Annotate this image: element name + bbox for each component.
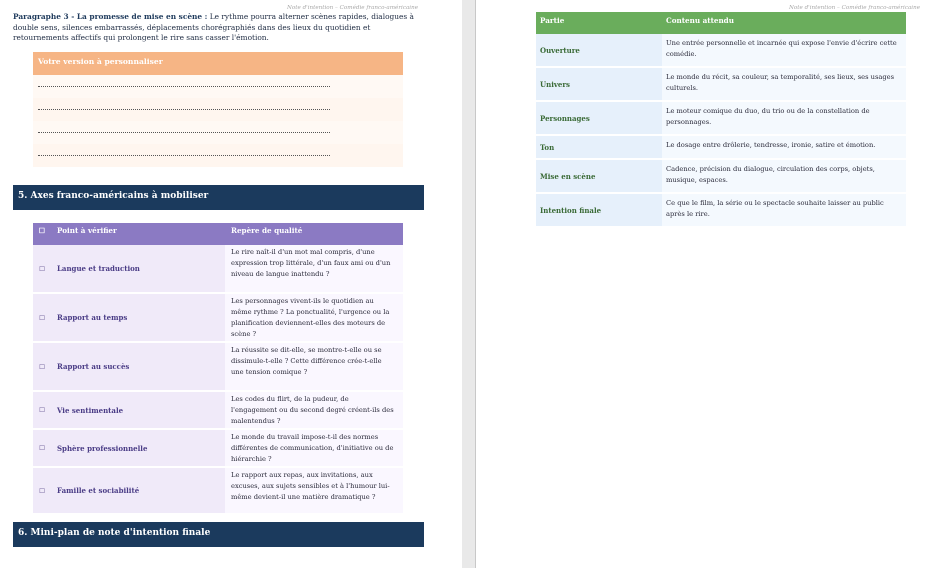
structure-table [536, 12, 906, 228]
check-repere: Le rapport aux repas, aux invitations, aux excuses, aux sujets sensibles et à l'humour lui-même devient-il une matière dramatique ? [225, 468, 403, 513]
structure-contenu: Ce que le film, la série ou le spectacle souhaite laisser au public après le rire. [662, 194, 906, 226]
structure-contenu: Le moteur comique du duo, du trio ou de la constellation de personnages. [662, 102, 906, 134]
structure-contenu: Le dosage entre drôlerie, tendresse, ironie, satire et émotion. [662, 136, 906, 158]
check-point: Rapport au temps [51, 294, 225, 341]
check-row [33, 294, 403, 343]
check-point: Vie sentimentale [51, 392, 225, 428]
check-point: Famille et sociabilité [51, 468, 225, 513]
header-point: Point à vérifier [57, 226, 117, 235]
checkbox-icon[interactable]: ☐ [33, 294, 51, 341]
section-5-heading: 5. Axes franco-américains à mobiliser [13, 185, 424, 210]
paragraph-3 [13, 12, 418, 44]
structure-contenu: Le monde du récit, sa couleur, sa temporalité, ses lieux, ses usages culturels. [662, 68, 906, 100]
version-box [33, 52, 403, 167]
structure-partie: Intention finale [536, 194, 662, 226]
checkbox-icon[interactable]: ☐ [33, 245, 51, 292]
structure-partie: Ton [536, 136, 662, 158]
running-head-left: Note d'intention – Comédie franco-américaine [287, 5, 419, 11]
structure-row [536, 68, 906, 102]
version-box-heading: Votre version à personnaliser [33, 52, 403, 75]
check-row [33, 343, 403, 392]
check-row [33, 430, 403, 468]
check-row [33, 245, 403, 294]
structure-row [536, 136, 906, 160]
writing-line[interactable] [33, 121, 403, 144]
check-repere: Les codes du flirt, de la pudeur, de l'engagement ou du second degré créent-ils des malentendus ? [225, 392, 403, 428]
check-repere: La réussite se dit-elle, se montre-t-elle ou se dissimule-t-elle ? Cette différence crée-t-elle une tension comique ? [225, 343, 403, 390]
structure-partie: Personnages [536, 102, 662, 134]
writing-line[interactable] [33, 144, 403, 167]
structure-partie: Ouverture [536, 34, 662, 66]
structure-row [536, 194, 906, 228]
structure-partie: Univers [536, 68, 662, 100]
page-left [0, 0, 462, 568]
checkbox-icon[interactable]: ☐ [33, 468, 51, 513]
check-point: Sphère professionnelle [51, 430, 225, 466]
checkbox-icon[interactable]: ☐ [33, 343, 51, 390]
header-checkbox-icon: ☐ [38, 226, 46, 235]
structure-contenu: Une entrée personnelle et incarnée qui expose l'envie d'écrire cette comédie. [662, 34, 906, 66]
checkbox-icon[interactable]: ☐ [33, 392, 51, 428]
paragraph-3-text: Le rythme pourra alterner scènes rapides, dialogues à double sens, silences embarrassés, déplacements chorégraphiés dans des lieux du quotidien et retournements affectifs qui prolongent le rire sans casser l'émotion. [13, 12, 414, 43]
writing-line[interactable] [33, 98, 403, 121]
check-repere: Le rire naît-il d'un mot mal compris, d'une expression trop littérale, d'un faux ami ou d'un niveau de langue inattendu ? [225, 245, 403, 292]
checkbox-icon[interactable]: ☐ [33, 430, 51, 466]
check-point: Langue et traduction [51, 245, 225, 292]
structure-contenu: Cadence, précision du dialogue, circulation des corps, objets, musique, espaces. [662, 160, 906, 192]
header-contenu: Contenu attendu [666, 16, 734, 25]
check-table [33, 223, 403, 515]
header-repere: Repère de qualité [231, 226, 303, 235]
structure-partie: Mise en scène [536, 160, 662, 192]
writing-line[interactable] [33, 75, 403, 98]
running-head-right: Note d'intention – Comédie franco-américaine [789, 5, 921, 11]
check-table-header [33, 223, 403, 245]
check-repere: Les personnages vivent-ils le quotidien au même rythme ? La ponctualité, l'urgence ou la planification deviennent-elles des moteurs de scène ? [225, 294, 403, 341]
check-repere: Le monde du travail impose-t-il des normes différentes de communication, d'initiative ou de hiérarchie ? [225, 430, 403, 466]
check-point: Rapport au succès [51, 343, 225, 390]
paragraph-3-title: Paragraphe 3 - La promesse de mise en scène : [13, 12, 208, 21]
structure-row [536, 34, 906, 68]
structure-row [536, 102, 906, 136]
structure-row [536, 160, 906, 194]
header-partie: Partie [540, 16, 565, 25]
section-6-heading: 6. Mini-plan de note d'intention finale [13, 522, 424, 547]
version-box-lines [33, 75, 403, 167]
structure-table-header [536, 12, 906, 34]
check-row [33, 468, 403, 515]
check-row [33, 392, 403, 430]
